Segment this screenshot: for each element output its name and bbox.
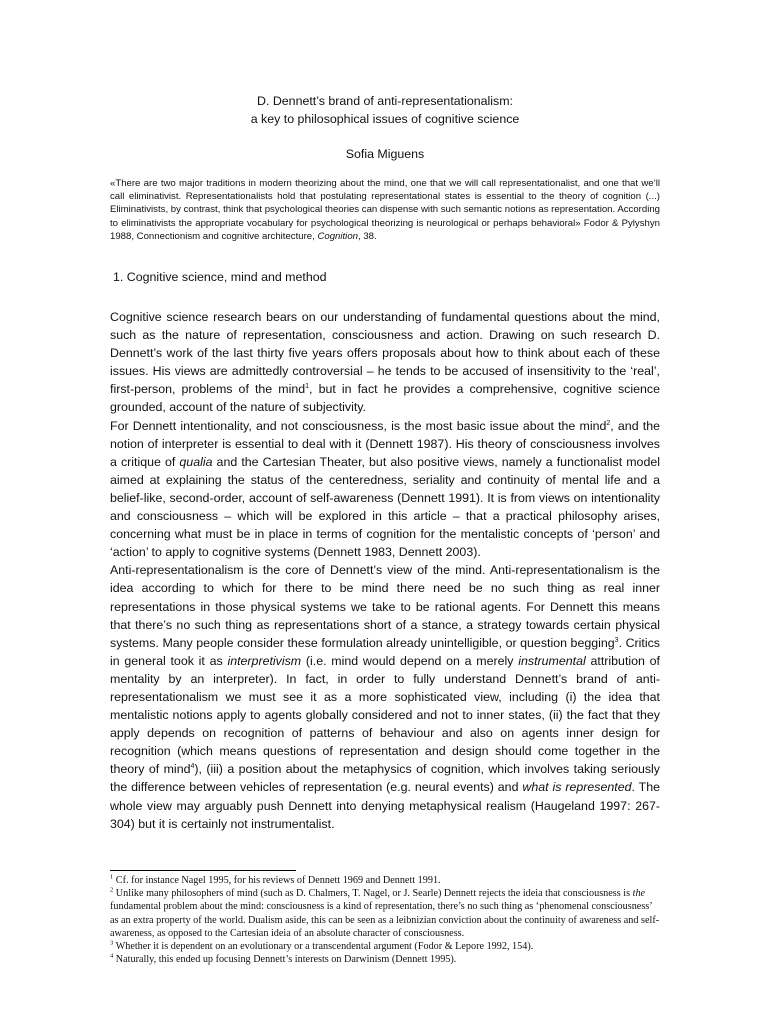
footnote-divider (110, 870, 296, 871)
section-heading: 1. Cognitive science, mind and method (113, 270, 327, 285)
footnote-1-number: 1 (110, 873, 114, 881)
footnote-2-text-a: Unlike many philosophers of mind (such as D. Chalmers, T. Nagel, or J. Searle) Dennett rejects the ideia that consciousness is (113, 888, 633, 900)
paragraph-2-text-a: For Dennett intentionality, and not consciousness, is the most basic issue about the mind (110, 418, 607, 433)
paragraph-1 (110, 308, 660, 417)
paragraph-1-text-b: , but in fact he provides a comprehensive, cognitive science grounded, account of the nature of subjectivity. (110, 382, 660, 415)
footnote-ref-4[interactable]: 4 (190, 763, 195, 771)
represented-term: what is represented (522, 780, 632, 795)
qualia-term: qualia (179, 454, 213, 469)
paragraph-1-text-a: Cognitive science research bears on our understanding of fundamental questions about the mind, such as the nature of representation, consciousness and action. Drawing on such research D. Dennett’s work of the last thirty five years offers proposals about how to think about each of these issues. His views are admittedly controversial – he tends to be accused of insensitivity to the ‘real’, first-person, problems of the mind (110, 310, 660, 397)
paragraph-3-text-d: attribution of mentality by an interpreter). In fact, in order to fully understand Dennett’s brand of anti-representationalism we must see it as a more sophisticated view, including (i) the idea that mentalistic notions apply to agents globally considered and not to inner states, (ii) the fact that they apply depends on recognition of patterns of behaviour and also on agents inner design for recognition (which means questions of representation and design should come together in the theory of mind (110, 653, 661, 777)
epigraph-end: , 38. (358, 230, 377, 242)
title-line-2: a key to philosophical issues of cognitive science (250, 112, 520, 126)
footnote-4 (110, 953, 660, 966)
paragraph-3-text-a: Anti-representationalism is the core of Dennett’s view of the mind. Anti-representationalism is the idea according to which for there to be mind there need be no such thing as real inner representations in those physical systems we take to be rational agents. For Dennett this means that there’s no such thing as representations short of a stance, a strategy towards certain physical systems. Many people consider these formulation already unintelligible, or question begging (110, 563, 660, 650)
paragraph-2 (110, 417, 660, 562)
footnotes (110, 874, 660, 966)
footnote-1-text: Cf. for instance Nagel 1995, for his reviews of Dennett 1969 and Dennett 1991. (113, 875, 441, 886)
author-name: Sofia Miguens (345, 147, 425, 161)
instrumental-term: instrumental (518, 653, 586, 668)
footnote-3-text: Whether it is dependent on an evolutionary or a transcendental argument (Fodor & Lepore 1992, 154). (113, 941, 534, 953)
paragraph-3-text-b: . Critics in general took it as (110, 635, 660, 668)
footnote-ref-2[interactable]: 2 (606, 419, 611, 427)
footnote-2-number: 2 (110, 886, 114, 894)
epigraph-journal: Cognition (317, 230, 358, 242)
document-page (110, 92, 660, 833)
footnote-ref-1[interactable]: 1 (305, 383, 310, 391)
body-text (110, 308, 660, 833)
footnote-4-number: 4 (110, 952, 114, 960)
paragraph-3-text-c: (i.e. mind would depend on a merely (301, 653, 519, 668)
footnote-2-emphasis: the (632, 888, 646, 900)
footnote-ref-3[interactable]: 3 (614, 636, 619, 644)
footnote-2 (110, 887, 660, 940)
interpretivism-term: interpretivism (227, 653, 302, 668)
paragraph-2-text-b: , and the notion of interpreter is essential to deal with it (Dennett 1987). His theory of consciousness involves a critique of (110, 418, 660, 469)
footnote-4-text: Naturally, this ended up focusing Dennett’s interests on Darwinism (Dennett 1995). (113, 954, 457, 966)
footnote-2-text-b: fundamental problem about the mind: consciousness is a kind of representation, there’s no such thing as ‘phenomenal consciousness’ as an extra property of the world. Dualism aside, this can be seen as a leibnizian conviction about the continuity of awareness and self-awareness, as opposed to the Cartesian ideia of an absolute character of consciousness. (110, 901, 660, 939)
paragraph-2-text-c: and the Cartesian Theater, but also positive views, namely a functionalist model aimed at explaining the status of the centeredness, seriality and continuity of mental life and a belief-like, second-order, account of self-awareness (Dennett 1991). It is from views on intentionality and consciousness – which will be explored in this article – that a practical philosophy arises, concerning what must be in place in terms of cognition for the mentalistic concepts of ‘person’ and ‘action’ to apply to cognitive systems (Dennett 1983, Dennett 2003). (110, 454, 660, 560)
epigraph-text: «There are two major traditions in modern theorizing about the mind, one that we will call representationalist, and one that we’ll call eliminativist. Representationalists hold that postulating representational states is essential to the theory of cognition (...) Eliminativists, by contrast, think that psychological theories can dispense with such semantic notions as representation. According to eliminativists the appropriate vocabulary for psychological theorizing is neurological or perhaps behavioral» Fodor & Pylyshyn 1988, Connectionism and cognitive architecture, (110, 178, 660, 242)
paragraph-3 (110, 561, 660, 832)
epigraph (110, 177, 660, 243)
title-line-1: D. Dennett’s brand of anti-representationalism: (257, 94, 513, 108)
footnote-1 (110, 874, 660, 887)
footnote-3-number: 3 (110, 939, 114, 947)
paragraph-3-text-f: . The whole view may arguably push Dennett into denying metaphysical realism (Haugeland 1997: 267-304) but it is certainly not instrumentalist. (110, 780, 660, 831)
paragraph-3-text-e: ), (iii) a position about the metaphysics of cognition, which involves taking seriously the difference between vehicles of representation (e.g. neural events) and (110, 762, 661, 795)
footnote-3 (110, 940, 660, 953)
